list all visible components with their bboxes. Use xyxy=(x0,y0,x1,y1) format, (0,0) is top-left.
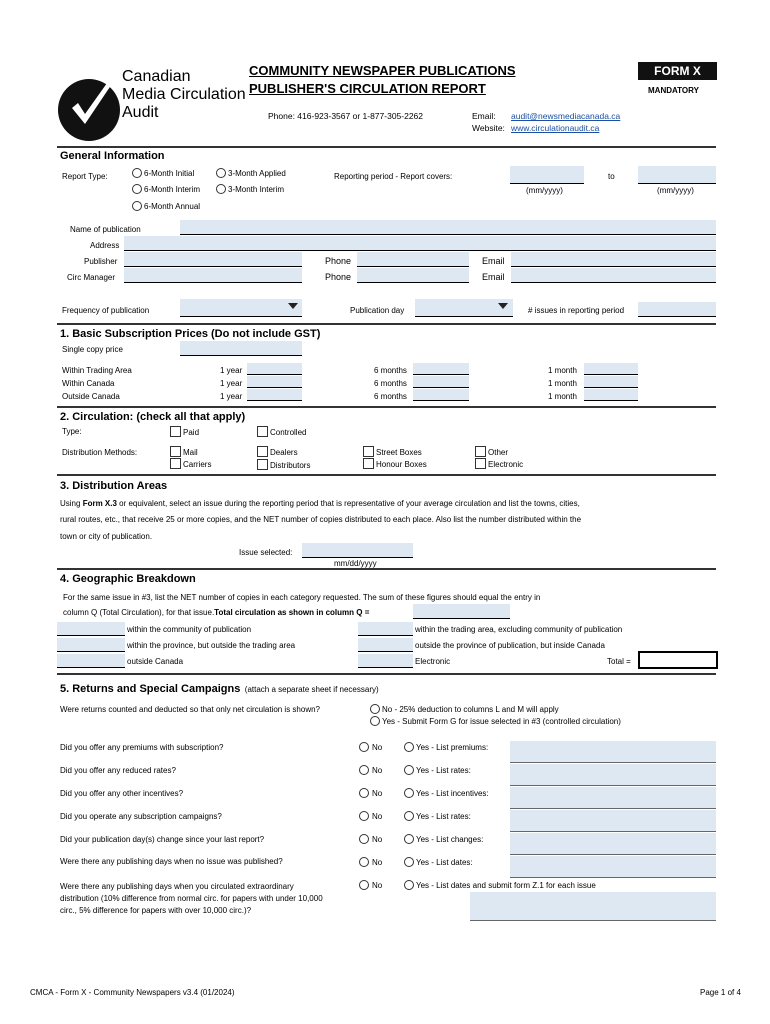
no-radio[interactable] xyxy=(359,788,369,798)
divider xyxy=(57,406,716,408)
dates-field[interactable] xyxy=(510,856,716,878)
address-field[interactable] xyxy=(124,236,716,251)
method-label: Mail xyxy=(183,448,198,457)
returns-yes-label: Yes - Submit Form G for issue selected in #3 (controlled circulation) xyxy=(382,717,621,726)
issues-field[interactable] xyxy=(638,302,716,317)
divider xyxy=(57,673,716,675)
electronic-count-field[interactable] xyxy=(358,654,413,668)
email-label: Email: xyxy=(472,111,496,121)
type-label: Type: xyxy=(62,427,82,436)
carriers-checkbox[interactable] xyxy=(170,458,181,469)
honour-boxes-checkbox[interactable] xyxy=(363,458,374,469)
no-radio[interactable] xyxy=(359,811,369,821)
paid-label: Paid xyxy=(183,428,200,437)
dropdown-arrow-icon[interactable] xyxy=(288,303,298,309)
six-months-label: 6 months xyxy=(374,392,407,401)
radio-6-month-initial[interactable] xyxy=(132,168,142,178)
section3-heading: 3. Distribution Areas xyxy=(60,480,168,492)
yes-radio[interactable] xyxy=(404,788,414,798)
distribution-methods-label: Distribution Methods: xyxy=(62,448,138,457)
geo-label: Electronic xyxy=(415,657,451,666)
circ-manager-email-field[interactable] xyxy=(511,268,716,283)
question-text: distribution (10% difference from normal circ. for papers with under 10,000 xyxy=(60,894,323,903)
question-text: Did you offer any premiums with subscription? xyxy=(60,743,224,752)
form-badge: FORM X xyxy=(638,62,717,80)
incentives-field[interactable] xyxy=(510,787,716,809)
no-radio[interactable] xyxy=(359,857,369,867)
geo-label: outside the province of publication, but inside Canada xyxy=(415,641,605,650)
radio-6-month-interim[interactable] xyxy=(132,184,142,194)
circ-manager-field[interactable] xyxy=(124,268,302,283)
no-label: No xyxy=(372,835,383,844)
question-text: Were there any publishing days when you circulated extraordinary xyxy=(60,882,294,891)
price-field[interactable] xyxy=(247,389,302,401)
text-run: column Q (Total Circulation), for that issue. xyxy=(63,608,215,617)
yes-radio[interactable] xyxy=(404,857,414,867)
email-field-label: Email xyxy=(482,256,505,266)
geo-label: within the community of publication xyxy=(127,625,252,634)
question-text: Did your publication day(s) change since your last report? xyxy=(60,835,265,844)
outside-province-field[interactable] xyxy=(358,638,413,652)
section1-heading: 1. Basic Subscription Prices (Do not include GST) xyxy=(60,328,321,340)
period-start-field[interactable] xyxy=(510,166,584,184)
total-field[interactable] xyxy=(638,651,718,669)
section5-title: 5. Returns and Special Campaigns xyxy=(60,683,241,695)
yes-label: Yes - List dates and submit form Z.1 for each issue xyxy=(416,881,596,890)
method-label: Dealers xyxy=(270,448,298,457)
price-field[interactable] xyxy=(584,376,638,388)
publication-name-field[interactable] xyxy=(180,220,716,235)
radio-6-month-annual[interactable] xyxy=(132,201,142,211)
yes-label: Yes - List premiums: xyxy=(416,743,489,752)
section3-instructions xyxy=(60,499,580,508)
section4-instructions: For the same issue in #3, list the NET number of copies in each category requested. The sum of these figures should equal the entry in xyxy=(63,593,541,602)
returns-question: Were returns counted and deducted so that only net circulation is shown? xyxy=(60,705,321,714)
option-label: 6-Month Initial xyxy=(144,169,195,178)
returns-yes-radio[interactable] xyxy=(370,716,380,726)
publisher-email-field[interactable] xyxy=(511,252,716,267)
no-label: No xyxy=(372,789,383,798)
street-boxes-checkbox[interactable] xyxy=(363,446,374,457)
divider xyxy=(57,146,716,148)
controlled-checkbox[interactable] xyxy=(257,426,268,437)
no-label: No xyxy=(372,858,383,867)
publisher-label: Publisher xyxy=(84,257,118,266)
footer-version: CMCA - Form X - Community Newspapers v3.4 (01/2024) xyxy=(30,988,235,997)
logo-line1: Canadian xyxy=(122,68,191,85)
distributors-checkbox[interactable] xyxy=(257,459,268,470)
returns-no-radio[interactable] xyxy=(370,704,380,714)
question-text: Did you offer any reduced rates? xyxy=(60,766,176,775)
phone-label: Phone xyxy=(325,272,352,282)
email-field-label: Email xyxy=(482,272,505,282)
mail-checkbox[interactable] xyxy=(170,446,181,457)
title-line2: PUBLISHER'S CIRCULATION REPORT xyxy=(249,81,486,96)
divider xyxy=(57,474,716,476)
trading-area-field[interactable] xyxy=(358,622,413,636)
method-label: Honour Boxes xyxy=(376,460,427,469)
one-month-label: 1 month xyxy=(548,366,577,375)
one-year-label: 1 year xyxy=(220,392,243,401)
contact-phone: Phone: 416-923-3567 or 1-877-305-2262 xyxy=(268,111,424,121)
price-field[interactable] xyxy=(413,363,469,375)
text-run: or equivalent, select an issue during the reporting period that is representative of your average circulation and list the towns, cities, xyxy=(116,499,580,508)
method-label: Street Boxes xyxy=(376,448,422,457)
yes-radio[interactable] xyxy=(404,880,414,890)
title-line1: COMMUNITY NEWSPAPER PUBLICATIONS xyxy=(249,63,516,78)
option-label: 3-Month Interim xyxy=(228,185,285,194)
frequency-label: Frequency of publication xyxy=(62,306,150,315)
address-label: Address xyxy=(90,241,120,250)
circ-manager-phone-field[interactable] xyxy=(357,268,469,283)
yes-label: Yes - List dates: xyxy=(416,858,473,867)
price-field[interactable] xyxy=(413,389,469,401)
community-count-field[interactable] xyxy=(57,622,125,636)
dealers-checkbox[interactable] xyxy=(257,446,268,457)
divider xyxy=(57,568,716,570)
question-text: Were there any publishing days when no issue was published? xyxy=(60,857,283,866)
method-label: Electronic xyxy=(488,460,524,469)
question-text: Did you operate any subscription campaigns? xyxy=(60,812,222,821)
no-label: No xyxy=(372,766,383,775)
phone-label: Phone xyxy=(325,256,352,266)
publication-day-label: Publication day xyxy=(350,306,405,315)
yes-label: Yes - List incentives: xyxy=(416,789,489,798)
date-hint: mm/dd/yyyy xyxy=(334,559,377,568)
price-row-label: Within Canada xyxy=(62,379,115,388)
geo-label: outside Canada xyxy=(127,657,184,666)
period-end-field[interactable] xyxy=(638,166,716,184)
changes-field[interactable] xyxy=(510,833,716,855)
section3-instructions: rural routes, etc., that receive 25 or more copies, and the NET number of copies distributed to each place. Also list the number distributed within the xyxy=(60,515,582,524)
extraordinary-dates-field[interactable] xyxy=(470,892,716,921)
no-label: No xyxy=(372,743,383,752)
date-hint: (mm/yyyy) xyxy=(526,186,563,195)
no-label: No xyxy=(372,881,383,890)
publisher-field[interactable] xyxy=(124,252,302,267)
section2-heading: 2. Circulation: (check all that apply) xyxy=(60,411,246,423)
geo-label: within the trading area, excluding community of publication xyxy=(415,625,623,634)
geo-label: within the province, but outside the trading area xyxy=(127,641,296,650)
website-label: Website: xyxy=(472,123,505,133)
form-reference: Form X.3 xyxy=(82,499,117,508)
six-months-label: 6 months xyxy=(374,379,407,388)
price-row-label: Outside Canada xyxy=(62,392,120,401)
single-copy-label: Single copy price xyxy=(62,345,123,354)
question-text: circ., 5% difference for papers with over 10,000 circ.)? xyxy=(60,906,252,915)
frequency-select[interactable] xyxy=(180,299,302,317)
yes-label: Yes - List rates: xyxy=(416,812,471,821)
other-checkbox[interactable] xyxy=(475,446,486,457)
outside-canada-field[interactable] xyxy=(57,654,125,668)
question-text: Did you offer any other incentives? xyxy=(60,789,184,798)
no-radio[interactable] xyxy=(359,880,369,890)
cmca-logo xyxy=(58,58,248,148)
option-label: 6-Month Interim xyxy=(144,185,201,194)
controlled-label: Controlled xyxy=(270,428,307,437)
mandatory-label: MANDATORY xyxy=(648,86,699,95)
text-run: Using xyxy=(60,499,83,508)
publisher-phone-field[interactable] xyxy=(357,252,469,267)
logo-line2: Media Circulation xyxy=(122,86,246,103)
date-hint: (mm/yyyy) xyxy=(657,186,694,195)
option-label: 3-Month Applied xyxy=(228,169,286,178)
section5-heading xyxy=(60,679,379,697)
method-label: Other xyxy=(488,448,509,457)
to-label: to xyxy=(608,172,615,181)
reporting-period-label: Reporting period - Report covers: xyxy=(334,172,453,181)
general-information-heading: General Information xyxy=(60,150,165,162)
yes-radio[interactable] xyxy=(404,765,414,775)
yes-radio[interactable] xyxy=(404,834,414,844)
section4-instructions xyxy=(63,608,369,617)
circ-manager-label: Circ Manager xyxy=(67,273,116,282)
issue-selected-field[interactable] xyxy=(302,543,413,558)
paid-checkbox[interactable] xyxy=(170,426,181,437)
checkmark-logo-icon xyxy=(58,58,130,148)
dropdown-arrow-icon[interactable] xyxy=(498,303,508,309)
website-link[interactable]: www.circulationaudit.ca xyxy=(511,123,600,133)
one-year-label: 1 year xyxy=(220,366,243,375)
no-label: No xyxy=(372,812,383,821)
premiums-field[interactable] xyxy=(510,741,716,763)
report-type-label: Report Type: xyxy=(62,172,108,181)
yes-radio[interactable] xyxy=(404,811,414,821)
total-label: Total = xyxy=(607,657,631,666)
section5-note: (attach a separate sheet if necessary) xyxy=(244,685,379,694)
page-number: Page 1 of 4 xyxy=(700,988,741,997)
section3-instructions: town or city of publication. xyxy=(60,532,153,541)
price-row-label: Within Trading Area xyxy=(62,366,132,375)
divider xyxy=(57,323,716,325)
one-month-label: 1 month xyxy=(548,379,577,388)
yes-label: Yes - List rates: xyxy=(416,766,471,775)
option-label: 6-Month Annual xyxy=(144,202,201,211)
yes-label: Yes - List changes: xyxy=(416,835,484,844)
one-month-label: 1 month xyxy=(548,392,577,401)
no-radio[interactable] xyxy=(359,742,369,752)
no-radio[interactable] xyxy=(359,834,369,844)
logo-line3: Audit xyxy=(122,104,159,121)
province-count-field[interactable] xyxy=(57,638,125,652)
price-field[interactable] xyxy=(247,363,302,375)
campaign-rates-field[interactable] xyxy=(510,810,716,832)
price-field[interactable] xyxy=(584,389,638,401)
price-field[interactable] xyxy=(584,363,638,375)
total-circulation-label: Total circulation as shown in column Q = xyxy=(214,608,370,617)
contact-email-link[interactable]: audit@newsmediacanada.ca xyxy=(511,111,621,121)
no-radio[interactable] xyxy=(359,765,369,775)
six-months-label: 6 months xyxy=(374,366,407,375)
yes-radio[interactable] xyxy=(404,742,414,752)
one-year-label: 1 year xyxy=(220,379,243,388)
method-label: Distributors xyxy=(270,461,311,470)
returns-no-label: No - 25% deduction to columns L and M will apply xyxy=(382,705,559,714)
section4-heading: 4. Geographic Breakdown xyxy=(60,573,196,585)
radio-3-month-applied[interactable] xyxy=(216,168,226,178)
issue-selected-label: Issue selected: xyxy=(239,548,293,557)
total-circulation-field[interactable] xyxy=(413,604,510,619)
radio-3-month-interim[interactable] xyxy=(216,184,226,194)
method-label: Carriers xyxy=(183,460,212,469)
reduced-rates-field[interactable] xyxy=(510,764,716,786)
electronic-checkbox[interactable] xyxy=(475,458,486,469)
single-copy-price-field[interactable] xyxy=(180,341,302,356)
price-field[interactable] xyxy=(247,376,302,388)
publication-name-label: Name of publication xyxy=(70,225,141,234)
price-field[interactable] xyxy=(413,376,469,388)
issues-label: # issues in reporting period xyxy=(528,306,625,315)
